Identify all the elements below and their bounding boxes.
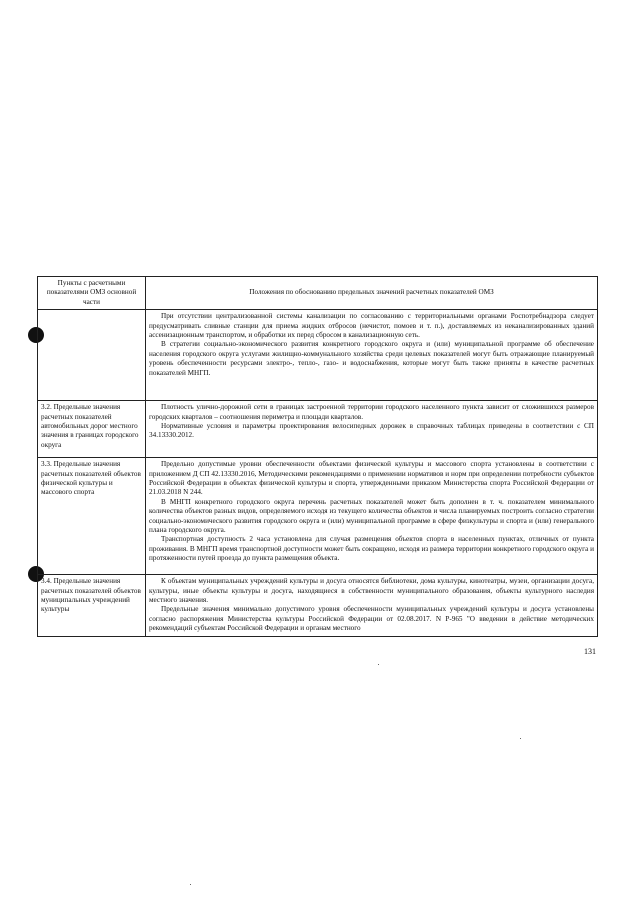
table-header-row	[38, 277, 598, 310]
page-number: 131	[584, 647, 596, 656]
paragraph: Плотность улично-дорожной сети в границах застроенной территории городского населенного пункта зависит от сложившихся размеров городских кварталов – соотношения периметра и площади кварталов.	[149, 403, 594, 421]
table-row	[38, 458, 598, 575]
paragraph: При отсутствии централизованной системы канализации по согласованию с территориальными органами Роспотребнадзора следует предусматривать сливные станции для приема жидких отбросов (нечистот, помоев и т. п.), доставляемых из неканализированных зданий ассенизационным транспортом, и обработки их перед сбросом в канализационную сеть.	[149, 312, 594, 340]
paragraph: Предельно допустимые уровни обеспеченности объектами физической культуры и массового спорта установлены в соответствии с приложением Д СП 42.13330.2016, Методическими рекомендациями о применении нормативов и норм при определении потребности субъектов Российской Федерации в объектах физической культуры и спорта, утвержденными приказом Министерства спорта Российской Федерации от 21.03.2018 N 244.	[149, 460, 594, 497]
row-content	[146, 401, 598, 458]
paragraph: В МНГП конкретного городского округа перечень расчетных показателей может быть дополнен в т. ч. показателем минимального количества объектов разных видов, определяемого исходя из текущего количества объектов и числа планируемых построить согласно стратегии социально-экономического развития городского округа и (или) муниципальной программе в сфере физкультуры и спорта и (или) генерального плана городского округа.	[149, 497, 594, 535]
row-content	[146, 575, 598, 636]
paragraph: В стратегии социально-экономического развития конкретного городского округа и (или) муниципальной программе об обеспечение населения городского округа услугами жилищно-коммунального хозяйства среди целевых показателей могут быть отражающие планируемый уровень обеспеченности ресурсами электро-, тепло-, газо- и водоснабжения, которые могут быть также приняты в качестве расчетных показателей МНГП.	[149, 340, 594, 377]
row-content	[146, 310, 598, 401]
paragraph: Предельные значения минимально допустимого уровня обеспеченности муниципальных учреждений культуры и досуга установлены согласно распоряжения Министерства культуры Российской Федерации от 02.08.2017. N Р-965 "О введении в действие методических рекомендаций субъектам Российской Федерации и органам местного	[149, 605, 594, 633]
paragraph: Транспортная доступность 2 часа установлена для случая размещения объектов спорта в населенных пунктах, отличных от пункта проживания. В МНГП время транспортной доступности может быть сокращено, исходя из размера территории конкретного городского округа и протяженности путей проезда до пункта размещения объекта.	[149, 535, 594, 563]
row-label: 3.4. Предельные значения расчетных показателей объектов муниципальных учреждений культуры	[38, 575, 146, 636]
table-row	[38, 401, 598, 458]
scan-speck	[190, 884, 191, 885]
table-row	[38, 310, 598, 401]
row-label: 3.2. Предельные значения расчетных показателей автомобильных дорог местного значения в границах городского округа	[38, 401, 146, 458]
table-row	[38, 575, 598, 636]
row-content	[146, 458, 598, 575]
table-header-left: Пункты с расчетными показателями ОМЗ основной части	[38, 277, 146, 310]
justification-table	[37, 276, 598, 637]
table-header-right: Положения по обоснованию предельных значений расчетных показателей ОМЗ	[146, 277, 598, 310]
paragraph: К объектам муниципальных учреждений культуры и досуга относятся библиотеки, дома культуры, кинотеатры, музеи, организации досуга, культуры, иные объекты культуры и досуга, находящиеся в собственности муниципального образования, объекты культурного наследия местного значения.	[149, 577, 594, 605]
scan-speck	[378, 664, 379, 665]
row-label: 3.3. Предельные значения расчетных показателей объектов физической культуры и массового спорта	[38, 458, 146, 575]
row-label	[38, 310, 146, 401]
scan-speck	[520, 738, 521, 739]
paragraph: Нормативные условия и параметры проектирования велосипедных дорожек в справочных таблицах приведены в соответствии с СП 34.13330.2012.	[149, 422, 594, 440]
